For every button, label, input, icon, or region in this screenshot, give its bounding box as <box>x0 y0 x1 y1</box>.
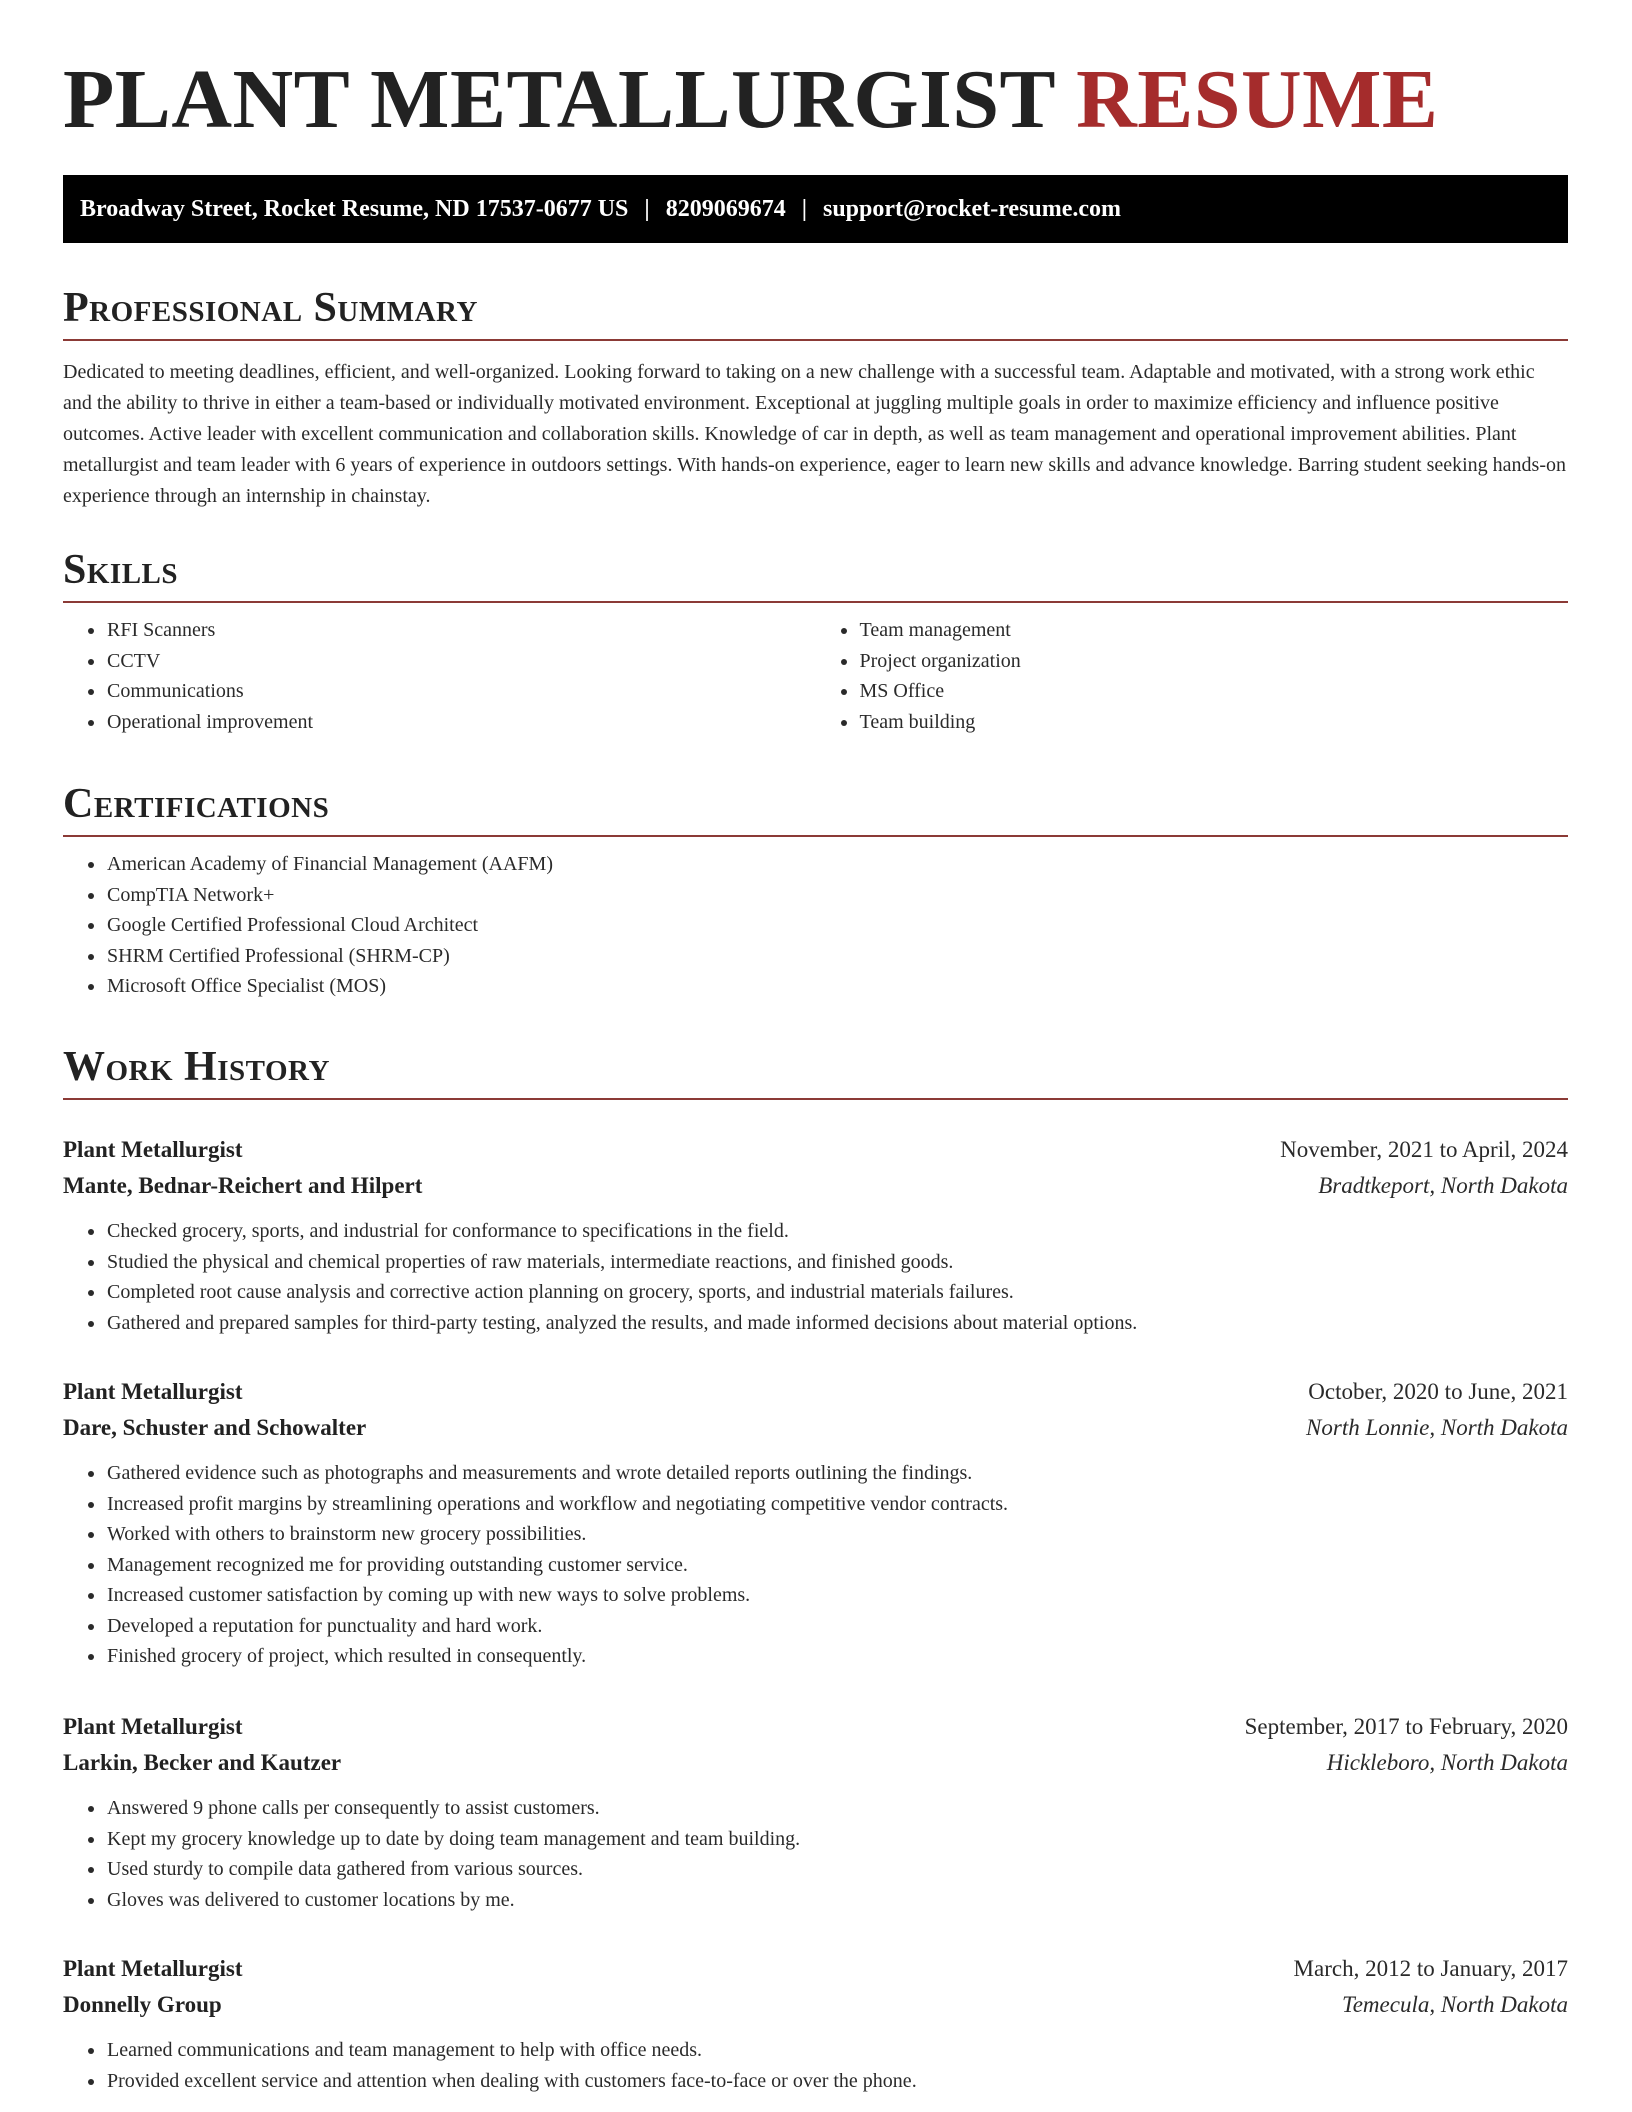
title-main: PLANT METALLURGIST <box>63 53 1055 146</box>
job-duty: • Gloves was delivered to customer locations by me. <box>106 1885 1568 1916</box>
job-duty: • Kept my grocery knowledge up to date by doing team management and team building. <box>106 1824 1568 1855</box>
title-accent: RESUME <box>1076 53 1439 146</box>
section-divider <box>63 835 1568 837</box>
job-duties-list <box>63 1458 1568 1672</box>
job-duty: • Finished grocery of project, which resulted in consequently. <box>106 1641 1568 1672</box>
skills-section <box>63 545 1568 737</box>
job-duty: • Increased customer satisfaction by coming up with new ways to solve problems. <box>106 1580 1568 1611</box>
job-company: Mante, Bednar-Reichert and Hilpert <box>63 1173 423 1198</box>
job-header-line <box>63 1132 1568 1168</box>
job-duties-list <box>63 1793 1568 1915</box>
job-duty: • Answered 9 phone calls per consequently to assist customers. <box>106 1793 1568 1824</box>
job-company: Donnelly Group <box>63 1992 222 2017</box>
skills-heading: Skills <box>63 547 179 593</box>
skill-item: • Team building <box>859 707 1569 738</box>
job-company-line <box>63 1745 1568 1781</box>
contact-separator: | <box>801 195 807 222</box>
contact-separator: | <box>644 195 650 222</box>
job-duty: • Learned communications and team management to help with office needs. <box>106 2035 1568 2066</box>
certification-item: • Google Certified Professional Cloud Architect <box>106 910 1568 941</box>
job-dates: November, 2021 to April, 2024 <box>1280 1137 1568 1162</box>
skill-item: • Team management <box>859 615 1569 646</box>
resume-title <box>63 50 1438 151</box>
skill-item: • Operational improvement <box>106 707 816 738</box>
job-company: Larkin, Becker and Kautzer <box>63 1750 342 1775</box>
contact-phone: 8209069674 <box>665 195 786 222</box>
job-company-line <box>63 1987 1568 2023</box>
job-title: Plant Metallurgist <box>63 1379 243 1404</box>
skill-item: • Project organization <box>859 646 1569 677</box>
job-duty: • Studied the physical and chemical properties of raw materials, intermediate reactions, and finished goods. <box>106 1247 1568 1278</box>
skill-item: • CCTV <box>106 646 816 677</box>
job-company: Dare, Schuster and Schowalter <box>63 1415 367 1440</box>
job-duty: • Checked grocery, sports, and industrial for conformance to specifications in the field. <box>106 1216 1568 1247</box>
skill-item: • RFI Scanners <box>106 615 816 646</box>
job-duty: • Management recognized me for providing outstanding customer service. <box>106 1550 1568 1581</box>
job-duty: • Gathered evidence such as photographs and measurements and wrote detailed reports outlining the findings. <box>106 1458 1568 1489</box>
summary-heading: Professional Summary <box>63 285 478 331</box>
certifications-heading: Certifications <box>63 781 330 827</box>
section-divider <box>63 339 1568 341</box>
job-duty: • Completed root cause analysis and corrective action planning on grocery, sports, and industrial materials failures. <box>106 1277 1568 1308</box>
work-history-heading: Work History <box>63 1044 330 1090</box>
job-location: Hickleboro, North Dakota <box>1326 1750 1568 1775</box>
skills-columns <box>63 603 1568 737</box>
certification-item: • CompTIA Network+ <box>106 880 1568 911</box>
summary-text: Dedicated to meeting deadlines, efficient, and well-organized. Looking forward to taking on a new challenge with a successful team. Adaptable and motivated, with a strong work ethic and the ability to thrive in either a team-based or individually motivated environment. Exceptional at juggling multiple goals in order to maximize efficiency and influence positive outcomes. Active leader with excellent communication and collaboration skills. Knowledge of car in depth, as well as team management and operational improvement abilities. Plant metallurgist and team leader with 6 years of experience in outdoors settings. With hands-on experience, eager to learn new skills and advance knowledge. Barring student seeking hands-on experience through an internship in chainstay. <box>63 361 1566 508</box>
certification-item: • SHRM Certified Professional (SHRM-CP) <box>106 941 1568 972</box>
job-title: Plant Metallurgist <box>63 1137 243 1162</box>
summary-section <box>63 283 1568 512</box>
job-location: Temecula, North Dakota <box>1342 1992 1568 2017</box>
job-company-line <box>63 1410 1568 1446</box>
job-duties-list <box>63 2035 1568 2096</box>
certifications-section <box>63 779 1568 1002</box>
job-entry <box>63 1951 1568 2096</box>
job-duties-list <box>63 1216 1568 1338</box>
job-header-line <box>63 1709 1568 1745</box>
job-entry <box>63 1374 1568 1672</box>
job-dates: March, 2012 to January, 2017 <box>1293 1956 1568 1981</box>
certification-item: • American Academy of Financial Management (AAFM) <box>106 849 1568 880</box>
job-duty: • Increased profit margins by streamlining operations and workflow and negotiating competitive vendor contracts. <box>106 1489 1568 1520</box>
skills-list-left <box>63 615 816 737</box>
skills-list-right <box>816 615 1569 737</box>
contact-bar <box>63 175 1568 243</box>
job-header-line <box>63 1374 1568 1410</box>
skill-item: • MS Office <box>859 676 1569 707</box>
job-entry <box>63 1709 1568 1915</box>
contact-address: Broadway Street, Rocket Resume, ND 17537-0677 US <box>80 195 629 222</box>
work-history-section <box>63 1042 1568 1100</box>
job-location: North Lonnie, North Dakota <box>1306 1415 1568 1440</box>
skill-item: • Communications <box>106 676 816 707</box>
contact-email[interactable]: support@rocket-resume.com <box>822 195 1122 222</box>
job-location: Bradtkeport, North Dakota <box>1318 1173 1568 1198</box>
job-company-line <box>63 1168 1568 1204</box>
job-header-line <box>63 1951 1568 1987</box>
job-entry <box>63 1132 1568 1338</box>
certifications-list <box>63 849 1568 1002</box>
job-dates: September, 2017 to February, 2020 <box>1244 1714 1568 1739</box>
job-duty: • Used sturdy to compile data gathered from various sources. <box>106 1854 1568 1885</box>
job-duty: • Provided excellent service and attention when dealing with customers face-to-face or over the phone. <box>106 2066 1568 2097</box>
job-dates: October, 2020 to June, 2021 <box>1308 1379 1568 1404</box>
job-title: Plant Metallurgist <box>63 1714 243 1739</box>
job-duty: • Worked with others to brainstorm new grocery possibilities. <box>106 1519 1568 1550</box>
job-duty: • Developed a reputation for punctuality and hard work. <box>106 1611 1568 1642</box>
job-duty: • Gathered and prepared samples for third-party testing, analyzed the results, and made informed decisions about material options. <box>106 1308 1568 1339</box>
job-title: Plant Metallurgist <box>63 1956 243 1981</box>
certification-item: • Microsoft Office Specialist (MOS) <box>106 971 1568 1002</box>
section-divider <box>63 1098 1568 1100</box>
